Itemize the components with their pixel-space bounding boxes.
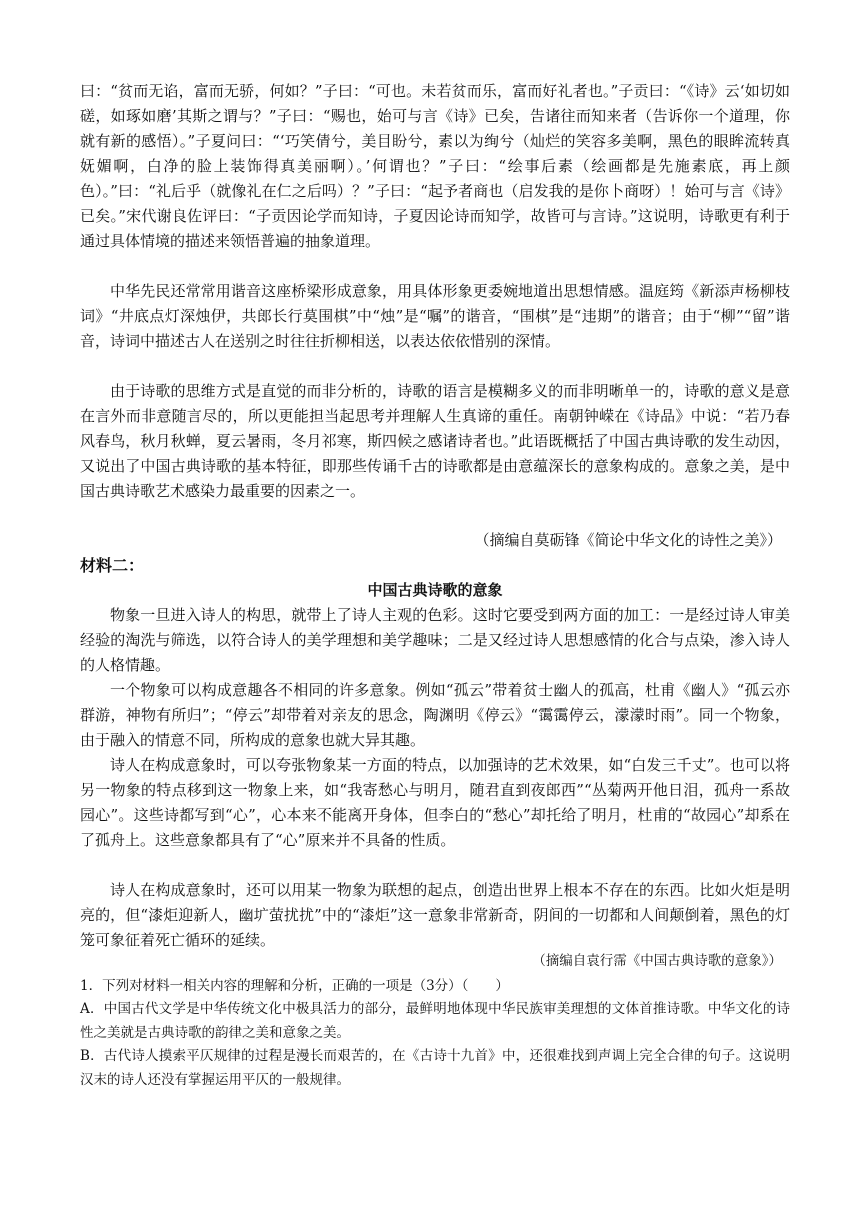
material1-paragraph-2: 中华先民还常常用谐音这座桥梁形成意象，用具体形象更委婉地道出思想情感。温庭筠《新添声杨柳枝词》“井底点灯深烛伊，共郎长行莫围棋”中“烛”是“嘱”的谐音，“围棋”是“违期”的谐音；由于“柳”“留”谐音，诗词中描述古人在送别之时往往折柳相送，以表达依依惜别的深情。 xyxy=(80,282,790,350)
question-1-option-a: A．中国古代文学是中华传统文化中极具活力的部分，最鲜明地体现中华民族审美理想的文体首推诗歌。中华文化的诗性之美就是古典诗歌的韵律之美和意象之美。 xyxy=(80,1001,790,1041)
material2-paragraph-2: 一个物象可以构成意趣各不相同的许多意象。例如“孤云”带着贫士幽人的孤高，杜甫《幽人》“孤云亦群游，神物有所归”；“停云”却带着对亲友的思念，陶渊明《停云》“霭霭停云，濛濛时雨”。同一个物象，由于融入的情意不同，所构成的意象也就大异其趣。 xyxy=(80,681,790,749)
question-1-option-b: B．古代诗人摸索平仄规律的过程是漫长而艰苦的，在《古诗十九首》中，还很难找到声调上完全合律的句子。这说明汉末的诗人还没有掌握运用平仄的一般规律。 xyxy=(80,1048,790,1088)
material2-source: （摘编自袁行霈《中国古典诗歌的意象》） xyxy=(532,953,782,969)
material2-paragraph-4: 诗人在构成意象时，还可以用某一物象为联想的起点，创造出世界上根本不存在的东西。比如火炬是明亮的，但“漆炬迎新人，幽圹萤扰扰”中的“漆炬”这一意象非常新奇，阴间的一切都和人间颠倒着，黑色的灯笼可象征着死亡循环的延续。 xyxy=(80,881,790,949)
question-1-stem: 1．下列对材料一相关内容的理解和分析，正确的一项是（3分）（ ） xyxy=(80,978,509,994)
material2-paragraph-1: 物象一旦进入诗人的构思，就带上了诗人主观的色彩。这时它要受到两方面的加工：一是经过诗人审美经验的淘洗与筛选，以符合诗人的美学理想和美学趣味；二是又经过诗人思想感情的化合与点染，渗入诗人的人格情趣。 xyxy=(80,606,790,674)
material2-title: 中国古典诗歌的意象 xyxy=(367,581,503,599)
material2-label: 材料二： xyxy=(80,556,145,575)
material1-source: （摘编自莫砺锋《简论中华文化的诗性之美》） xyxy=(474,531,782,549)
material2-paragraph-3: 诗人在构成意象时，可以夸张物象某一方面的特点，以加强诗的艺术效果，如“白发三千丈”。也可以将另一物象的特点移到这一物象上来，如“我寄愁心与明月，随君直到夜郎西”“丛菊两开他日泪，孤舟一系故园心”。这些诗都写到“心”，心本来不能离开身体，但李白的“愁心”却托给了明月，杜甫的“故园心”却系在了孤舟上。这些意象都具有了“心”原来并不具备的性质。 xyxy=(80,756,790,849)
material1-paragraph-3: 由于诗歌的思维方式是直觉的而非分析的，诗歌的语言是模糊多义的而非明晰单一的，诗歌的意义是意在言外而非意随言尽的，所以更能担当起思考并理解人生真谛的重任。南朝钟嵘在《诗品》中说：“若乃春风春鸟，秋月秋蝉，夏云暑雨，冬月祁寒，斯四候之感诸诗者也。”此语既概括了中国古典诗歌的发生动因，又说出了中国古典诗歌的基本特征，即那些传诵千古的诗歌都是由意蕴深长的意象构成的。意象之美，是中国古典诗歌艺术感染力最重要的因素之一。 xyxy=(80,382,790,500)
material1-paragraph-1: 曰：“贫而无谄，富而无骄，何如？”子曰：“可也。未若贫而乐，富而好礼者也。”子贡曰：“《诗》云‘如切如磋，如琢如磨’其斯之谓与？”子曰：“赐也，始可与言《诗》已矣，告诸往而知来者（告诉你一个道理，你就有新的感悟）。”子夏问曰：“‘巧笑倩兮，美目盼兮，素以为绚兮（灿烂的笑容多美啊，黑色的眼眸流转真妩媚啊，白净的脸上装饰得真美丽啊）。’何谓也？”子曰：“绘事后素（绘画都是先施素底，再上颜色）。”曰：“礼后乎（就像礼在仁之后吗）？”子曰：“起予者商也（启发我的是你卜商呀）！始可与言《诗》已矣。”宋代谢良佐评曰：“子贡因论学而知诗，子夏因论诗而知学，故皆可与言诗。”这说明，诗歌更有利于通过具体情境的描述来领悟普遍的抽象道理。 xyxy=(80,82,790,250)
